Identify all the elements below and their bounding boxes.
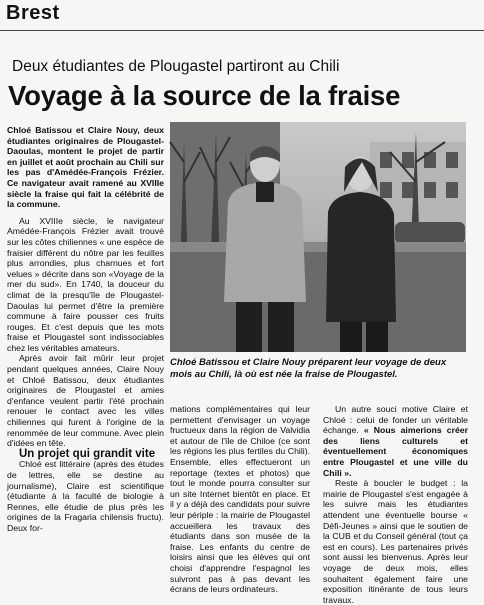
section-title: Brest [6, 2, 60, 24]
section-divider [0, 30, 484, 31]
article-headline: Voyage à la source de la fraise [8, 80, 401, 111]
article-paragraph: Au XVIIIe siècle, le navigateur Amédée-François Frézier avait trouvé sur les côtes chiliennes « une espèce de fraisier différent du nôtre par les feuilles plus arrondies, plus charnues et fort velues » décrite dans son «Voyage de la mer du sud». En 1740, la douceur du climat de la presqu'île de Plougastel-Daoulas lui permet d'être la première commune à faire pousser ces fruits rouges. Et c'est depuis que les mots fraise et Plougastel sont indissociables chez les véritables amateurs. [7, 215, 164, 353]
article-lead: Chloé Batissou et Claire Nouy, deux étudiantes originaires de Plougastel-Daoulas, montent le projet de partir en juillet et août prochain au Chili sur les pas d'Amédée-François Frézier. Ce navigateur avait ramené au XVIIIe siècle la fraise qui fait la célébrité de la commune. [7, 125, 164, 210]
article-photo [170, 122, 466, 352]
photo-caption: Chloé Batissou et Claire Nouy préparent leur voyage de deux mois au Chili, là où est née la fraise de Plougastel. [170, 357, 447, 380]
article-column-1 [7, 125, 164, 590]
article-column-2 [170, 404, 310, 595]
article-paragraph: Après avoir fait mûrir leur projet pendant quelques années, Claire Nouy et Chloé Batissou, deux étudiantes originaires de Plougastel et amies d'enfance veulent partir l'été prochain renouer le contact avec les villes chiliennes qui furent à l'origine de la renommée de leur commune. Avec plein d'idées en tête. [7, 353, 164, 449]
article-kicker: Deux étudiantes de Plougastel partiront au Chili [12, 58, 340, 75]
article-subheading: Un projet qui grandit vite [19, 447, 156, 460]
photo-illustration [170, 122, 466, 352]
quote-text: « Nous aimerions créer des liens culturels et éventuellement économiques entre Plougastel et une ville du Chili ». [323, 425, 468, 478]
article-paragraph: Chloé est littéraire (après des études de lettres, elle se destine au journalisme), Claire est scientifique (étudiante à la faculté de biologie à Rennes, elle étudie de plus près les origines de la Fragaria chilensis fructu). Deux for- [7, 459, 164, 533]
article-paragraph: mations complémentaires qui leur permettent d'envisager un voyage fructueux dans la région de Valvidia et autour de l'île de Chiloe (ce sont les régions les plus fertiles du Chili). Ensemble, elles effectueront un reportage (textes et photos) que tout le monde pourra consulter sur un site Internet bientôt en place. Et il y a déjà des candidats pour suivre leur périple : la mairie de Plougastel accueillera les travaux des étudiants dans son musée de la fraise. Les enfants du centre de loisirs ainsi que les élèves qui ont choisi d'apprendre l'espagnol les suivront pas à pas devant les écrans de leurs ordinateurs. [170, 404, 310, 595]
article-paragraph [323, 404, 468, 478]
paragraph-text: Un autre souci motive Claire et Chloé : celui de fonder un véritable échange. [323, 404, 468, 436]
article-paragraph: Reste à boucler le budget : la mairie de Plougastel s'est engagée à les suivre mais les étudiantes attendent une éventuelle bourse « Défi-Jeunes » ainsi que le soutien de la CUB et du Conseil général (tout ça est en cours). Les partenaires privés sont aussi les bienvenus. Après leur voyage de deux mois, elles souhaitent également faire une exposition itinérante de tous leurs travaux. [323, 478, 468, 605]
article-column-3 [323, 404, 468, 605]
